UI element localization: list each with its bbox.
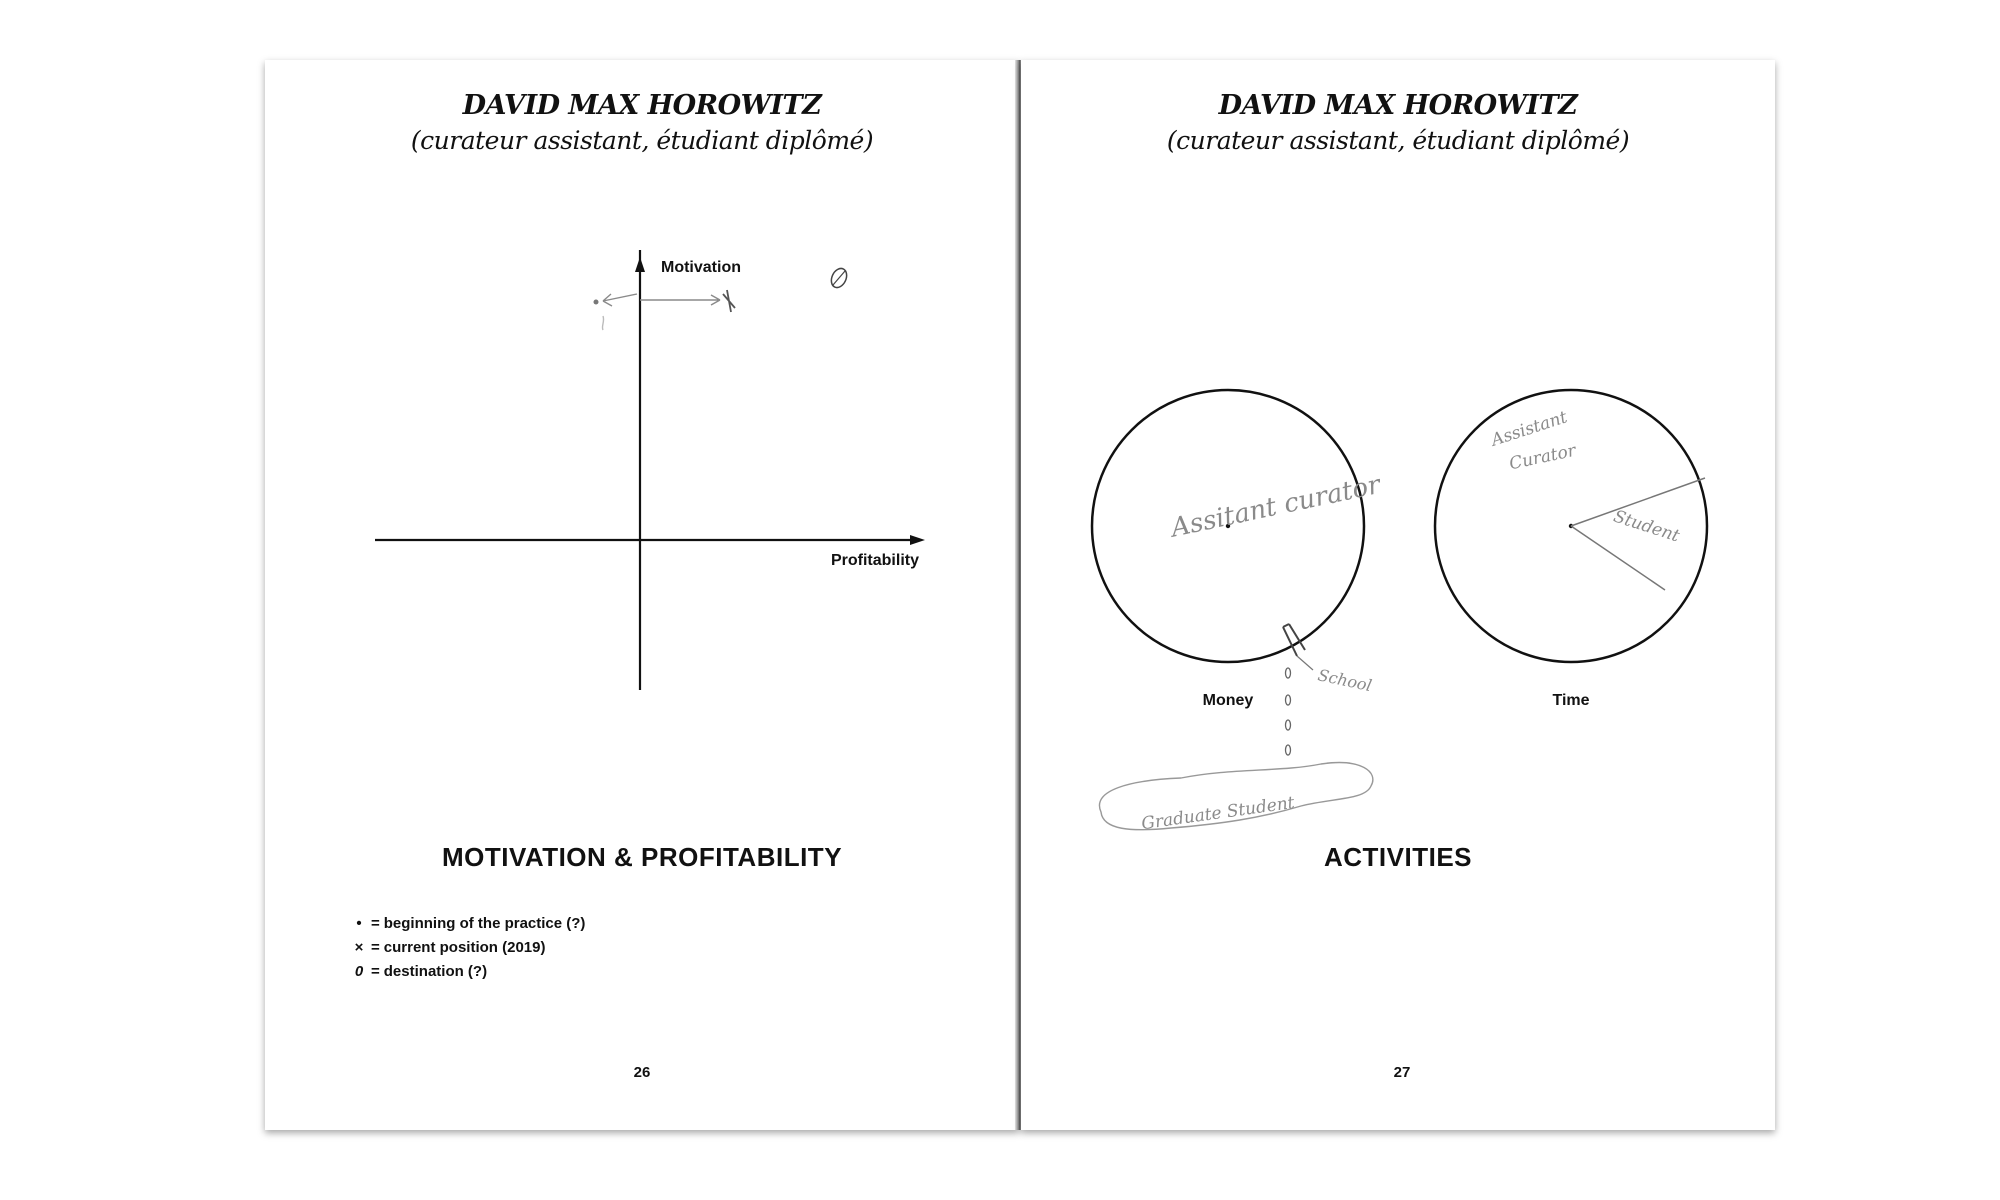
assistant-note-line2: Curator — [1507, 440, 1578, 475]
time-pie — [1435, 390, 1707, 709]
legend-text: destination (?) — [383, 963, 488, 980]
x-axis-arrowhead — [910, 535, 925, 545]
money-pie — [1092, 390, 1385, 834]
arrow-to-current — [640, 295, 720, 305]
author-name: DAVID MAX HOROWITZ — [1218, 90, 1578, 121]
dotted-trail — [1286, 668, 1291, 755]
author-name: DAVID MAX HOROWITZ — [462, 90, 822, 121]
left-page — [265, 60, 1019, 1130]
book-spread — [265, 60, 1775, 1130]
author-role: (curateur assistant, étudiant diplômé) — [410, 126, 874, 155]
page-number: 26 — [633, 1064, 651, 1081]
x-axis-label: Profitability — [830, 552, 919, 569]
motivation-profitability-heading: MOTIVATION & PROFITABILITY — [441, 842, 843, 872]
school-note: School — [1316, 665, 1374, 696]
activities-diagram — [1021, 380, 1775, 880]
legend — [349, 912, 585, 984]
time-label: Time — [1552, 692, 1590, 709]
slashed-zero-symbol-icon: 0 — [354, 963, 364, 980]
legend-row: 0 = destination (?) — [349, 960, 585, 984]
graduate-bubble-note: Graduate Student — [1140, 792, 1296, 835]
arrow-to-start — [603, 294, 637, 306]
legend-text: beginning of the practice (?) — [383, 915, 586, 932]
y-axis-arrowhead — [635, 257, 645, 272]
legend-text: current position (2019) — [383, 939, 546, 956]
legend-row: × = current position (2019) — [349, 936, 585, 960]
legend-row: • = beginning of the practice (?) — [349, 912, 585, 936]
money-label: Money — [1202, 692, 1254, 709]
start-point-mark — [594, 300, 599, 305]
current-position-mark — [723, 290, 735, 312]
author-role: (curateur assistant, étudiant diplômé) — [1166, 126, 1630, 155]
right-page — [1021, 60, 1775, 1130]
faint-scribble — [602, 316, 603, 330]
activities-heading: ACTIVITIES — [1323, 842, 1472, 872]
cross-symbol-icon: × — [354, 939, 364, 956]
student-note: Student — [1610, 506, 1682, 547]
money-inner-note: Assitant curator — [1168, 469, 1384, 544]
y-axis-label: Motivation — [661, 259, 741, 276]
page-number: 27 — [1393, 1064, 1411, 1081]
assistant-note-line1: Assistant — [1488, 407, 1570, 451]
motivation-profitability-diagram — [265, 250, 1019, 810]
dot-symbol-icon: • — [356, 915, 362, 932]
